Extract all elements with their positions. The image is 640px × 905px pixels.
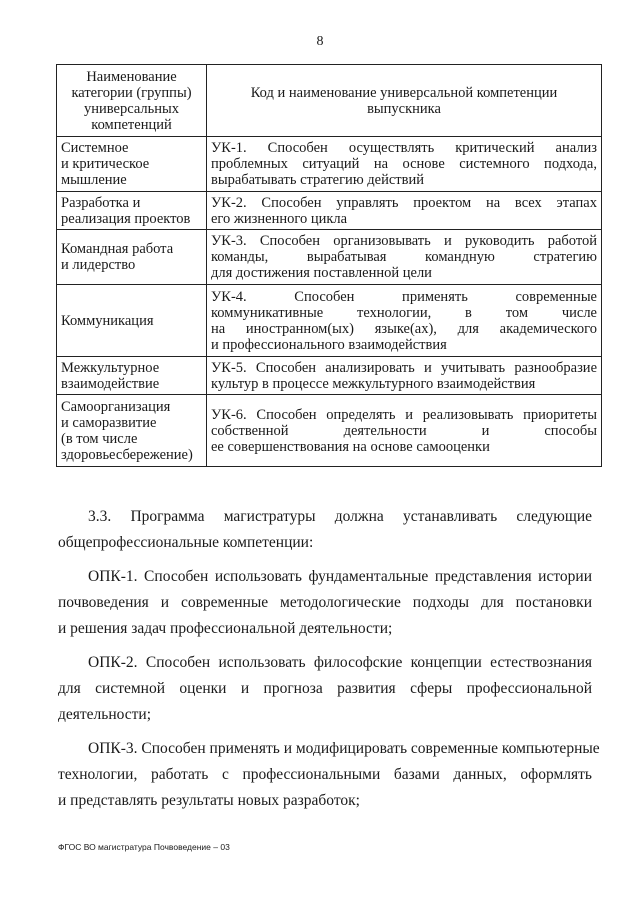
text-line: для достижения поставленной цели	[211, 265, 432, 281]
text-line: категории (группы)	[71, 84, 192, 101]
category-cell	[57, 285, 207, 357]
text-line: Межкультурное	[61, 359, 160, 376]
text-line: УК-5. Способен анализировать и учитывать разнообразие	[211, 359, 597, 376]
text-line: Самоорганизация	[61, 398, 171, 415]
text-line: Наименование	[86, 68, 177, 85]
competence-cell	[207, 192, 602, 230]
paragraph-line: ОПК-2. Способен использовать философские концепции естествознания	[88, 654, 592, 671]
text-line: собственной деятельности и способы	[211, 422, 597, 439]
text-line: ее совершенствования на основе самооценки	[211, 438, 490, 455]
text-line: компетенций	[91, 116, 172, 133]
header-competence	[207, 65, 602, 137]
paragraph-line: технологии, работать с профессиональными базами данных, оформлять	[58, 766, 592, 783]
category-cell	[57, 192, 207, 230]
competence-cell	[207, 357, 602, 395]
table-row	[57, 192, 602, 230]
competence-table	[56, 64, 602, 467]
text-line: взаимодействие	[61, 375, 160, 392]
paragraph-line: деятельности;	[58, 706, 152, 723]
paragraph-line: почвоведения и современные методологические подходы для постановки	[58, 594, 592, 611]
text-line: и профессионального взаимодействия	[211, 336, 447, 353]
category-cell	[57, 395, 207, 467]
text-line: и критическое	[61, 156, 150, 172]
text-line: универсальных	[84, 100, 179, 117]
text-line: УК-2. Способен управлять проектом на всех этапах	[211, 194, 597, 211]
page-number: 8	[316, 34, 324, 49]
paragraph	[58, 736, 600, 814]
text-line: (в том числе	[61, 430, 138, 447]
text-line: и лидерство	[61, 257, 136, 273]
paragraph	[58, 650, 592, 728]
text-line: реализация проектов	[61, 210, 191, 227]
table-row	[57, 357, 602, 395]
text-line: УК-4. Способен применять современные	[211, 288, 597, 305]
competence-cell	[207, 285, 602, 357]
text-line: команды, вырабатывая командную стратегию	[211, 249, 597, 265]
competence-cell	[207, 230, 602, 285]
category-cell	[57, 230, 207, 285]
text-line: Коммуникация	[61, 312, 154, 329]
text-line: мышление	[61, 172, 127, 188]
category-cell	[57, 137, 207, 192]
text-line: Код и наименование универсальной компетенции	[250, 84, 558, 101]
paragraph	[58, 504, 592, 556]
text-line: вырабатывать стратегию действий	[211, 172, 424, 188]
header-category	[57, 65, 207, 137]
competence-cell	[207, 395, 602, 467]
paragraph-line: и решения задач профессиональной деятельности;	[58, 620, 393, 637]
category-cell	[57, 357, 207, 395]
competence-cell	[207, 137, 602, 192]
text-line: Разработка и	[61, 194, 141, 211]
text-line: проблемных ситуаций на основе системного подхода,	[211, 156, 597, 172]
paragraph-line: для системной оценки и прогноза развития сферы профессиональной	[58, 680, 592, 697]
footer: ФГОС ВО магистратура Почвоведение – 03	[58, 842, 230, 852]
text-line: его жизненного цикла	[211, 210, 348, 227]
text-line: на иностранном(ых) языке(ах), для академического	[211, 320, 597, 337]
text-line: УК-3. Способен организовывать и руководить работой	[211, 233, 597, 249]
text-line: Системное	[61, 140, 129, 156]
paragraph-line: общепрофессиональные компетенции:	[58, 534, 314, 551]
text-line: и саморазвитие	[61, 414, 157, 431]
text-line: культур в процессе межкультурного взаимодействия	[211, 375, 536, 392]
text-line: УК-6. Способен определять и реализовывать приоритеты	[211, 406, 597, 423]
paragraph-line: и представлять результаты новых разработок;	[58, 792, 360, 809]
table-row	[57, 395, 602, 467]
paragraph	[58, 564, 592, 642]
text-line: здоровьесбережение)	[61, 446, 193, 463]
table-row	[57, 137, 602, 192]
text-line: Командная работа	[61, 241, 174, 257]
paragraph-line: ОПК-1. Способен использовать фундаментальные представления истории	[88, 568, 592, 585]
paragraph-line: ОПК-3. Способен применять и модифицировать современные компьютерные	[88, 740, 600, 757]
table-header-row	[57, 65, 602, 137]
text-line: УК-1. Способен осуществлять критический анализ	[211, 140, 597, 156]
table-row	[57, 230, 602, 285]
table-row	[57, 285, 602, 357]
text-line: выпускника	[367, 100, 441, 117]
text-line: коммуникативные технологии, в том числе	[211, 304, 597, 321]
body-text	[58, 504, 600, 822]
paragraph-line: 3.3. Программа магистратуры должна устанавливать следующие	[88, 508, 592, 525]
